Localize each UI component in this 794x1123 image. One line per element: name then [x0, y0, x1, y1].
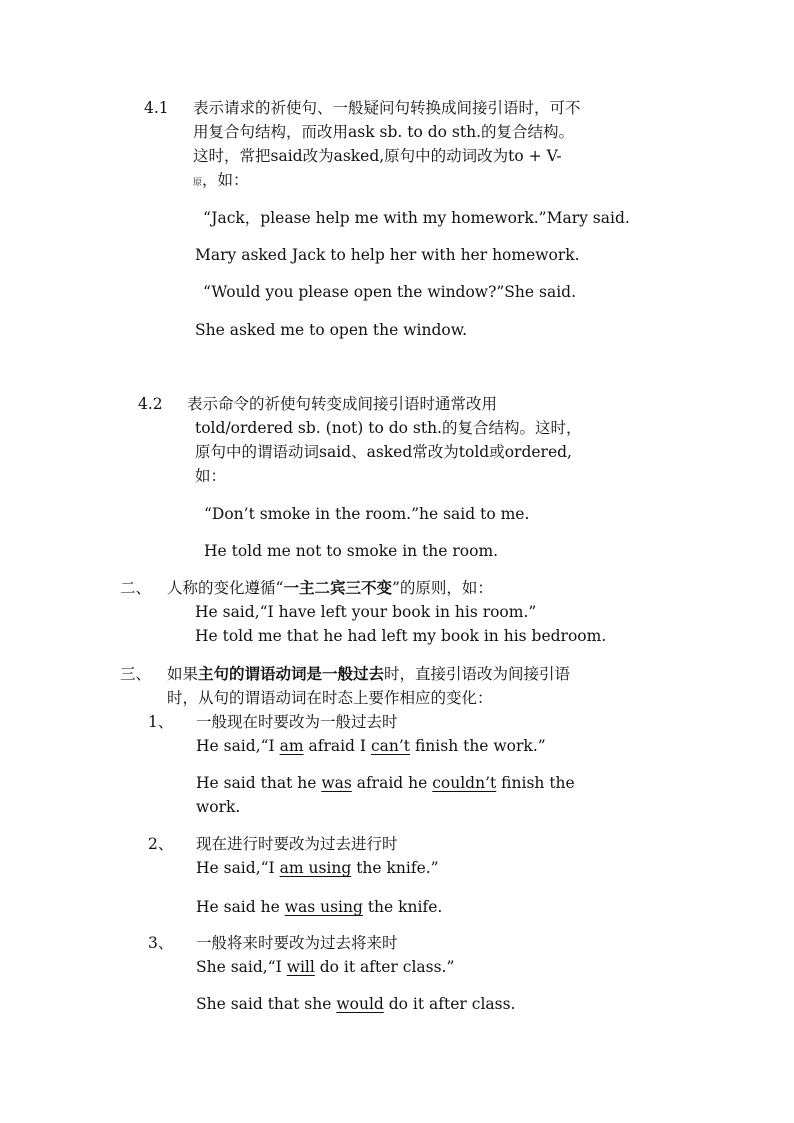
underlined-verb: will [286, 958, 315, 976]
text: finish the [496, 774, 575, 792]
text: ”的原则，如： [391, 579, 493, 597]
text: the knife. [362, 898, 443, 916]
paragraph-line: 如： [195, 467, 227, 485]
example-sentence: Mary asked Jack to help her with her homework. [195, 246, 580, 264]
text: do it after class.” [314, 958, 455, 976]
example-sentence: “Would you please open the window?”She said. [203, 283, 577, 301]
example-sentence [196, 772, 575, 794]
subscript: 原 [193, 178, 203, 188]
example-sentence: “Jack，please help me with my homework.”Mary said. [203, 209, 630, 227]
bold-text: 一主二宾三不变 [283, 578, 392, 597]
underlined-verb: would [336, 995, 384, 1013]
section-number: 4.1 [144, 99, 169, 117]
paragraph-line: 原句中的谓语动词said、asked常改为told或ordered, [195, 443, 572, 461]
example-sentence: He said,“I have left your book in his room.” [195, 603, 537, 621]
paragraph-line [167, 663, 570, 685]
paragraph-line: told/ordered sb. (not) to do sth.的复合结构。这时， [195, 419, 582, 437]
bold-text: 主句的谓语动词是一般过去 [198, 664, 385, 683]
item-number: 3、 [148, 934, 174, 952]
underlined-verb: was [321, 774, 352, 792]
paragraph-line: 用复合句结构，而改用ask sb. to do sth.的复合结构。 [193, 123, 575, 141]
text: 人称的变化遵循“ [167, 579, 284, 597]
item-title: 一般现在时要改为一般过去时 [196, 713, 398, 731]
paragraph-line: 表示请求的祈使句、一般疑问句转换成间接引语时，可不 [193, 99, 581, 117]
text: 时，直接引语改为间接引语 [384, 665, 571, 683]
text: the knife.” [351, 859, 439, 877]
underlined-verb: am using [279, 859, 352, 877]
item-title: 一般将来时要改为过去将来时 [196, 934, 398, 952]
text: finish the work.” [410, 737, 546, 755]
text: He said he [196, 898, 285, 916]
example-sentence [196, 857, 439, 879]
text: do it after class. [383, 995, 516, 1013]
section-number: 三、 [120, 665, 152, 683]
paragraph-line [193, 169, 249, 194]
text: She said,“I [196, 958, 287, 976]
underlined-verb: was using [284, 898, 363, 916]
underlined-verb: am [279, 737, 304, 755]
text: 如果 [167, 665, 199, 683]
example-sentence [196, 896, 442, 918]
underlined-verb: can’t [370, 737, 411, 755]
text: afraid I [303, 737, 371, 755]
paragraph-line [167, 577, 493, 599]
example-sentence [196, 735, 546, 757]
text: afraid he [351, 774, 433, 792]
item-title: 现在进行时要改为过去进行时 [196, 835, 398, 853]
example-sentence: She asked me to open the window. [195, 321, 468, 339]
section-number: 4.2 [138, 395, 163, 413]
example-sentence-continued: work. [196, 798, 241, 816]
example-sentence [196, 956, 454, 978]
underlined-verb: couldn’t [432, 774, 497, 792]
text: He said that he [196, 774, 322, 792]
example-sentence [196, 993, 515, 1015]
text: She said that she [196, 995, 337, 1013]
paragraph-line: 这时，常把said改为asked,原句中的动词改为to + V- [193, 147, 562, 165]
paragraph-line: 表示命令的祈使句转变成间接引语时通常改用 [187, 395, 498, 413]
item-number: 2、 [148, 835, 174, 853]
item-number: 1、 [148, 713, 174, 731]
example-sentence: “Don’t smoke in the room.”he said to me. [204, 505, 530, 523]
paragraph-line: 时，从句的谓语动词在时态上要作相应的变化： [167, 689, 493, 707]
text: ，如： [202, 171, 249, 189]
text: He said,“I [196, 859, 280, 877]
text: He said,“I [196, 737, 280, 755]
example-sentence: He told me not to smoke in the room. [204, 542, 499, 560]
section-number: 二、 [120, 579, 152, 597]
example-sentence: He told me that he had left my book in his bedroom. [195, 627, 607, 645]
